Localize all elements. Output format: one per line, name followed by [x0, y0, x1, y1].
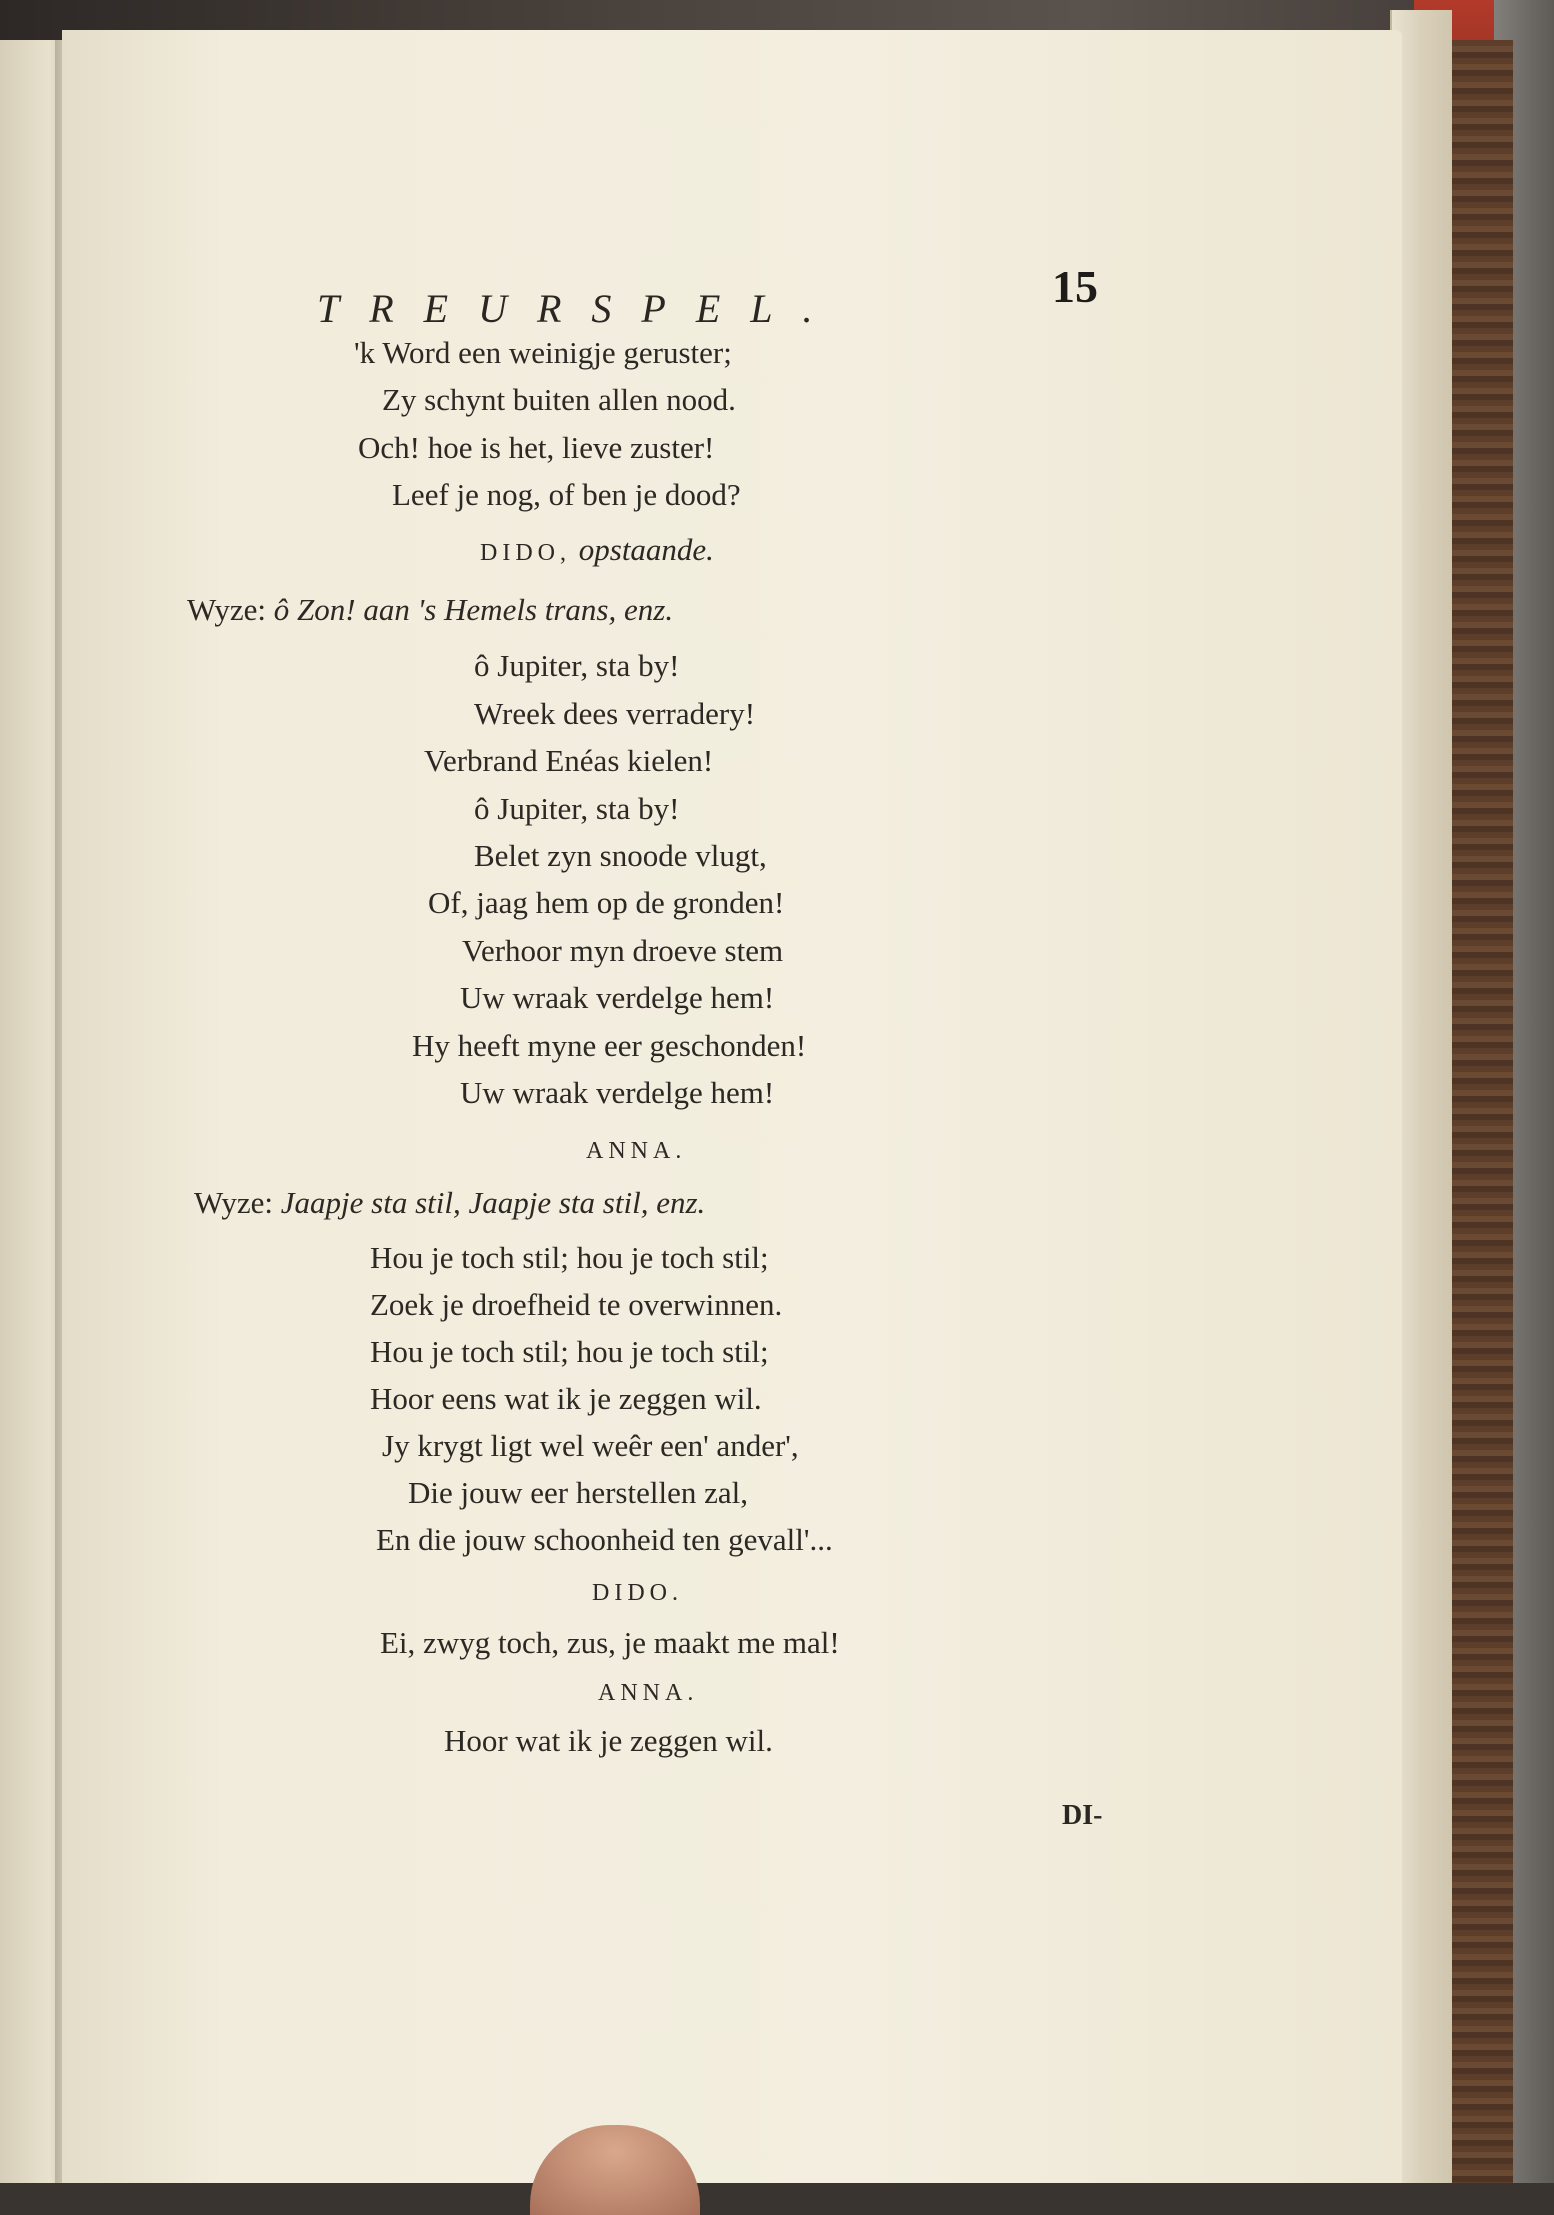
page-header — [62, 230, 1402, 331]
verse-line: Uw wraak verdelge hem! — [460, 980, 775, 1015]
verse-line: Jy krygt ligt wel weêr een' ander', — [382, 1428, 799, 1463]
page-number: 15 — [1052, 261, 1098, 312]
verse-line: 'k Word een weinigje geruster; — [354, 335, 732, 370]
verse-line: Verbrand Enéas kielen! — [424, 743, 714, 778]
speaker-name: DIDO, — [480, 540, 571, 566]
verse-line: Of, jaag hem op de gronden! — [428, 885, 785, 920]
verse-line: ô Jupiter, sta by! — [474, 648, 680, 683]
verse-line: Die jouw eer herstellen zal, — [408, 1475, 748, 1510]
tune-indication — [187, 592, 673, 628]
verse-line: Wreek dees verradery! — [474, 696, 756, 731]
verse-line: Hoor wat ik je zeggen wil. — [444, 1723, 773, 1758]
verse-line: Uw wraak verdelge hem! — [460, 1075, 775, 1110]
verse-line: Hy heeft myne eer geschonden! — [412, 1028, 807, 1063]
catchword: DI- — [1062, 1800, 1103, 1831]
stage-direction: opstaande. — [578, 532, 714, 567]
tune-prefix: Wyze: — [187, 592, 267, 627]
tune-indication — [194, 1185, 705, 1221]
speaker-heading: ANNA. — [598, 1680, 699, 1706]
verse-line: En die jouw schoonheid ten gevall'... — [376, 1522, 833, 1557]
verse-line: ô Jupiter, sta by! — [474, 791, 680, 826]
book-page — [62, 30, 1402, 2183]
verse-line: Zoek je droefheid te overwinnen. — [370, 1287, 783, 1322]
tune-enz: enz. — [624, 592, 674, 627]
tune-enz: enz. — [656, 1185, 706, 1220]
verse-line: Hoor eens wat ik je zeggen wil. — [370, 1381, 762, 1416]
tune-melody: ô Zon! aan 's Hemels trans, — [273, 592, 617, 627]
tune-melody: Jaapje sta stil, Jaapje sta stil, — [280, 1185, 649, 1220]
verse-line: Hou je toch stil; hou je toch stil; — [370, 1334, 769, 1369]
tune-prefix: Wyze: — [194, 1185, 274, 1220]
speaker-heading — [480, 532, 714, 568]
verse-line: Belet zyn snoode vlugt, — [474, 838, 767, 873]
verse-line: Och! hoe is het, lieve zuster! — [358, 430, 715, 465]
speaker-heading: ANNA. — [586, 1138, 687, 1164]
verse-line: Ei, zwyg toch, zus, je maakt me mal! — [380, 1625, 840, 1660]
running-title: TREURSPEL. — [317, 286, 843, 331]
verse-line: Leef je nog, of ben je dood? — [392, 477, 741, 512]
verse-line: Hou je toch stil; hou je toch stil; — [370, 1240, 769, 1275]
speaker-heading: DIDO. — [592, 1580, 683, 1606]
verse-line: Zy schynt buiten allen nood. — [382, 382, 736, 417]
verse-line: Verhoor myn droeve stem — [462, 933, 784, 968]
